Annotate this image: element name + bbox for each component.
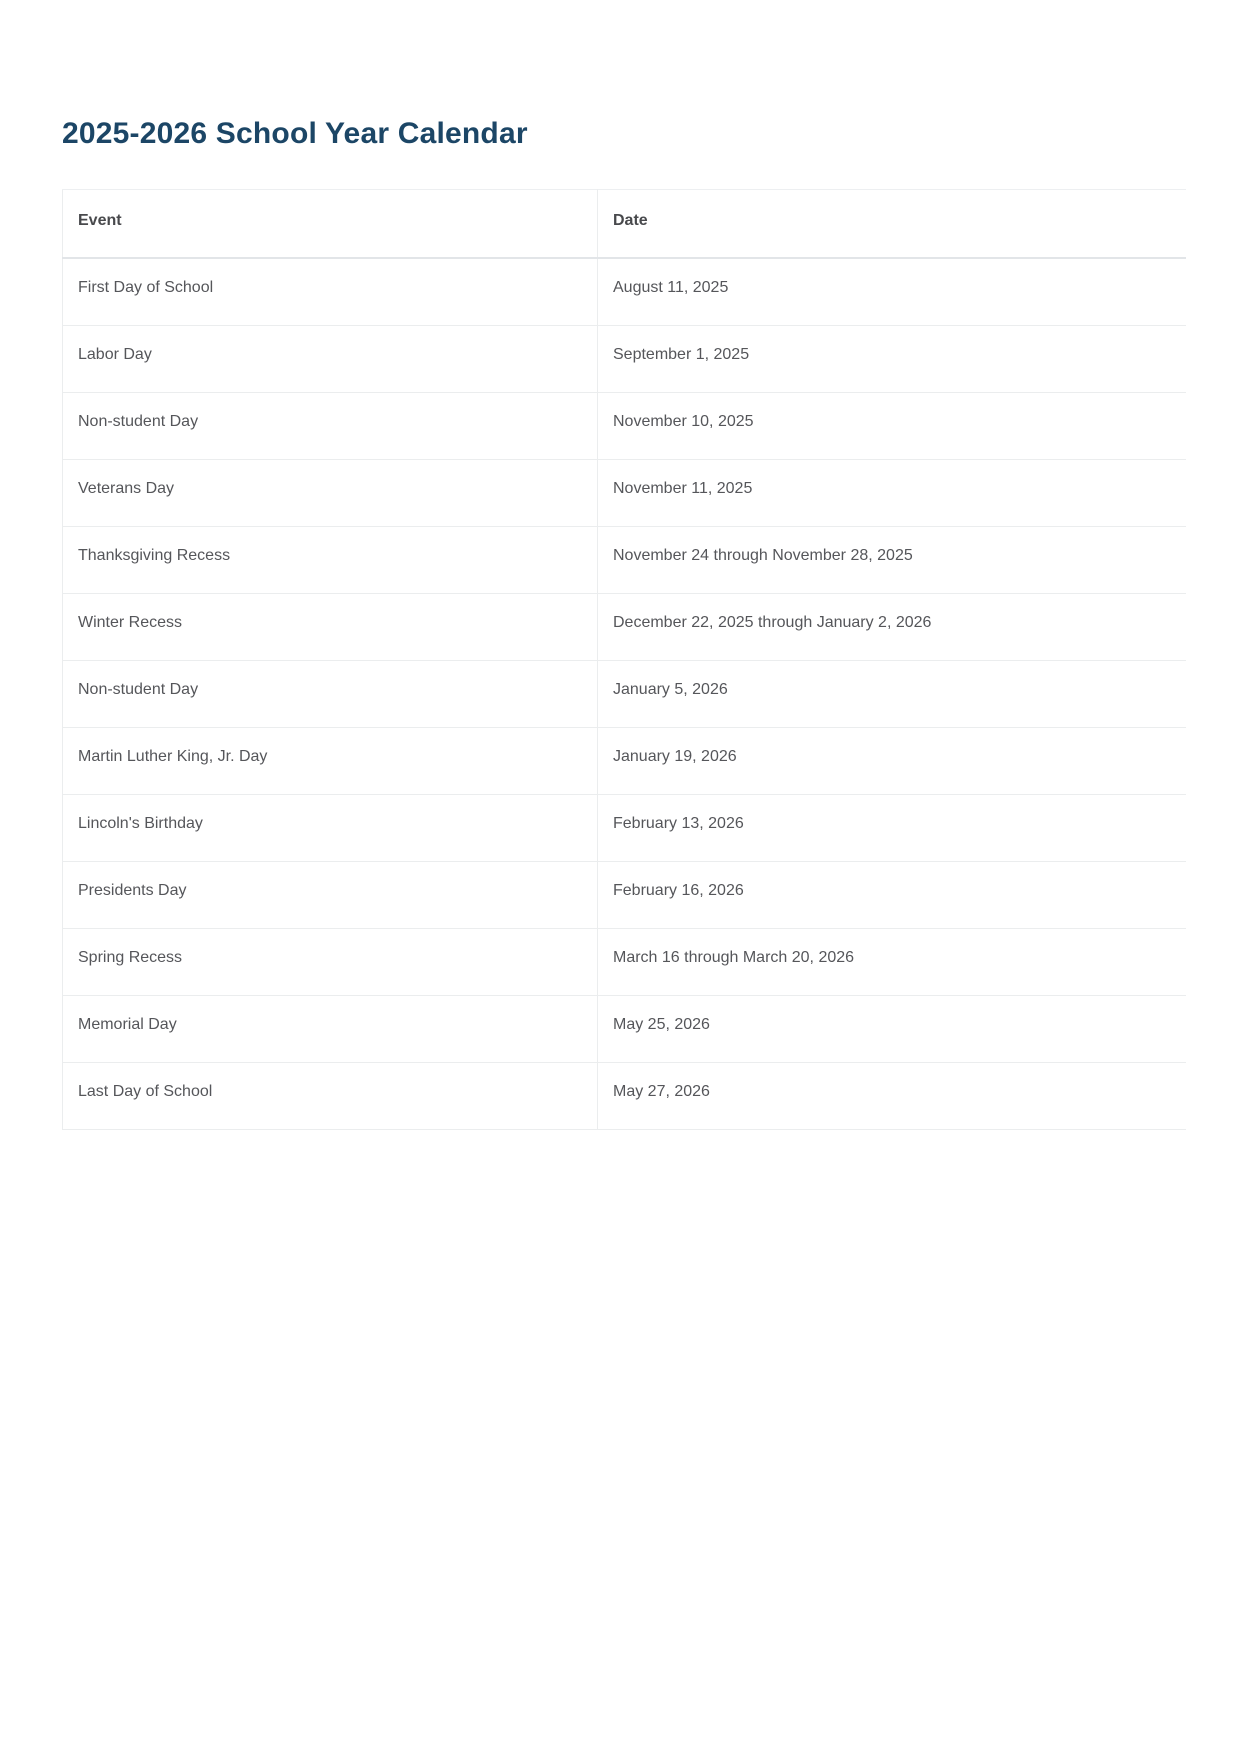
date-cell: February 16, 2026 xyxy=(598,862,1186,929)
table-row xyxy=(63,527,1186,594)
date-cell: September 1, 2025 xyxy=(598,326,1186,393)
table-row xyxy=(63,1063,1186,1130)
date-cell: May 25, 2026 xyxy=(598,996,1186,1063)
event-cell: Last Day of School xyxy=(63,1063,598,1130)
page-title: 2025-2026 School Year Calendar xyxy=(62,117,528,150)
column-header-date: Date xyxy=(598,190,1186,259)
table-row xyxy=(63,393,1186,460)
table-row xyxy=(63,862,1186,929)
date-cell: November 24 through November 28, 2025 xyxy=(598,527,1186,594)
table-row xyxy=(63,795,1186,862)
event-cell: Memorial Day xyxy=(63,996,598,1063)
date-cell: February 13, 2026 xyxy=(598,795,1186,862)
table-row xyxy=(63,460,1186,527)
event-cell: Lincoln's Birthday xyxy=(63,795,598,862)
table-row xyxy=(63,929,1186,996)
table-row xyxy=(63,594,1186,661)
event-cell: Labor Day xyxy=(63,326,598,393)
date-cell: August 11, 2025 xyxy=(598,258,1186,326)
event-cell: Spring Recess xyxy=(63,929,598,996)
calendar-table xyxy=(62,189,1186,1130)
table-row xyxy=(63,996,1186,1063)
event-cell: Thanksgiving Recess xyxy=(63,527,598,594)
event-cell: Veterans Day xyxy=(63,460,598,527)
date-cell: December 22, 2025 through January 2, 2026 xyxy=(598,594,1186,661)
table-row xyxy=(63,258,1186,326)
date-cell: January 19, 2026 xyxy=(598,728,1186,795)
table-row xyxy=(63,661,1186,728)
table-row xyxy=(63,728,1186,795)
column-header-event: Event xyxy=(63,190,598,259)
event-cell: First Day of School xyxy=(63,258,598,326)
event-cell: Martin Luther King, Jr. Day xyxy=(63,728,598,795)
date-cell: March 16 through March 20, 2026 xyxy=(598,929,1186,996)
date-cell: May 27, 2026 xyxy=(598,1063,1186,1130)
date-cell: November 11, 2025 xyxy=(598,460,1186,527)
event-cell: Presidents Day xyxy=(63,862,598,929)
date-cell: November 10, 2025 xyxy=(598,393,1186,460)
date-cell: January 5, 2026 xyxy=(598,661,1186,728)
event-cell: Non-student Day xyxy=(63,393,598,460)
event-cell: Non-student Day xyxy=(63,661,598,728)
event-cell: Winter Recess xyxy=(63,594,598,661)
table-row xyxy=(63,326,1186,393)
table-header-row xyxy=(63,190,1186,259)
